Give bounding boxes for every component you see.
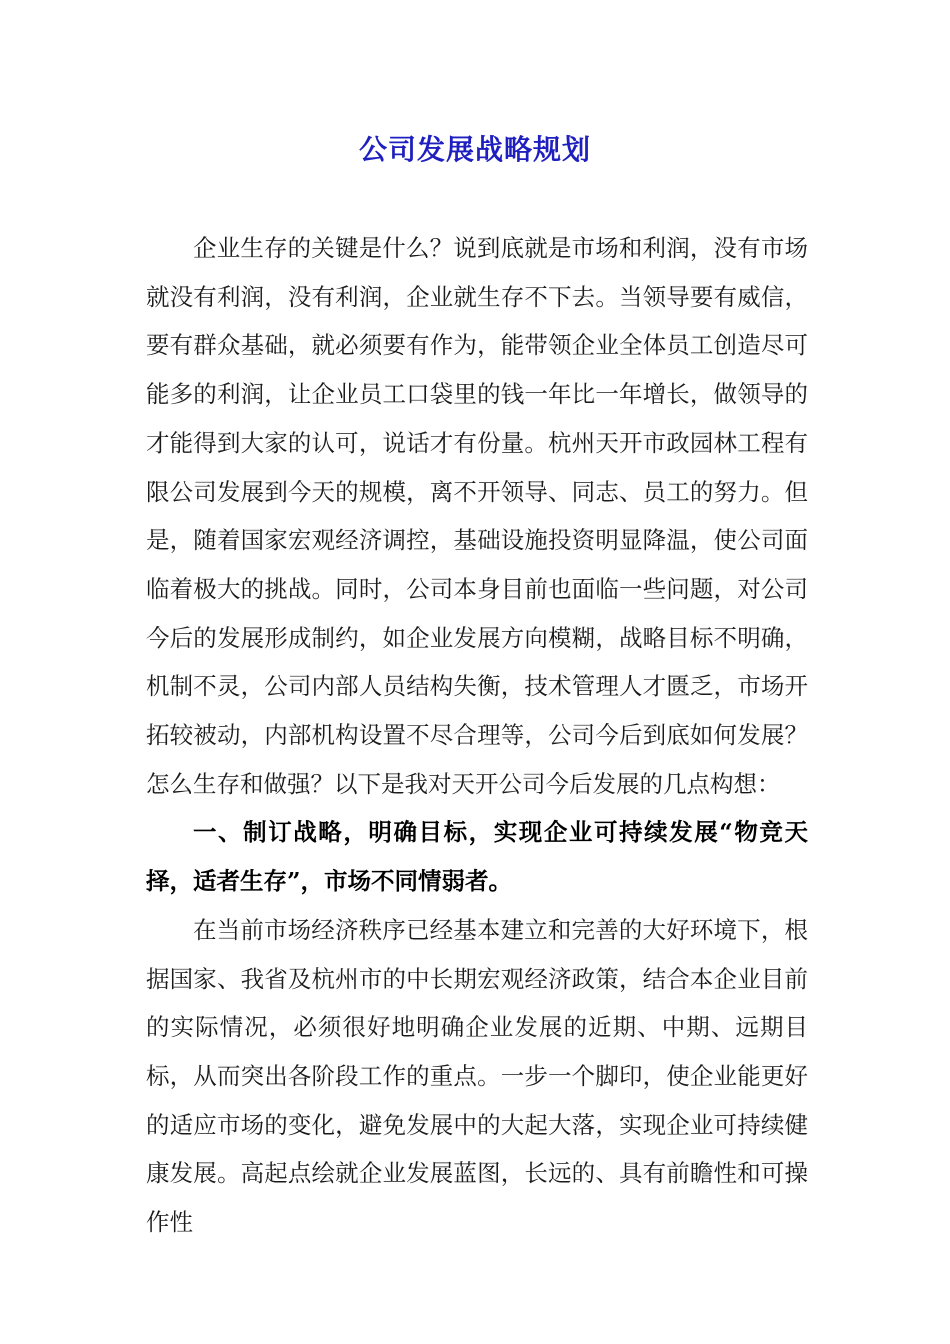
paragraph-section-1: 在当前市场经济秩序已经基本建立和完善的大好环境下，根据国家、我省及杭州市的中长期宏观经济政策，结合本企业目前的实际情况，必须很好地明确企业发展的近期、中期、远期目标，从而突出各阶段工作的重点。一步一个脚印，使企业能更好的适应市场的变化，避免发展中的大起大落，实现企业可持续健康发展。高起点绘就企业发展蓝图，长远的、具有前瞻性和可操作性 (146, 915, 808, 1237)
paragraph-intro: 企业生存的关键是什么？说到底就是市场和利润，没有市场就没有利润，没有利润，企业就生存不下去。当领导要有威信，要有群众基础，就必须要有作为，能带领企业全体员工创造尽可能多的利润，让企业员工口袋里的钱一年比一年增长，做领导的才能得到大家的认可，说话才有份量。杭州天开市政园林工程有限公司发展到今天的规模，离不开领导、同志、员工的努力。但是，随着国家宏观经济调控，基础设施投资明显降温，使公司面临着极大的挑战。同时，公司本身目前也面临一些问题，对公司今后的发展形成制约，如企业发展方向模糊，战略目标不明确，机制不灵，公司内部人员结构失衡，技术管理人才匮乏，市场开拓较被动，内部机构设置不尽合理等，公司今后到底如何发展？怎么生存和做强？以下是我对天开公司今后发展的几点构想： (146, 234, 808, 798)
document-body (146, 224, 808, 1247)
document-title: 公司发展战略规划 (358, 133, 591, 166)
section-heading-1: 一、制订战略，明确目标，实现企业可持续发展“物竞天择，适者生存”，市场不同情弱者。 (146, 818, 808, 896)
